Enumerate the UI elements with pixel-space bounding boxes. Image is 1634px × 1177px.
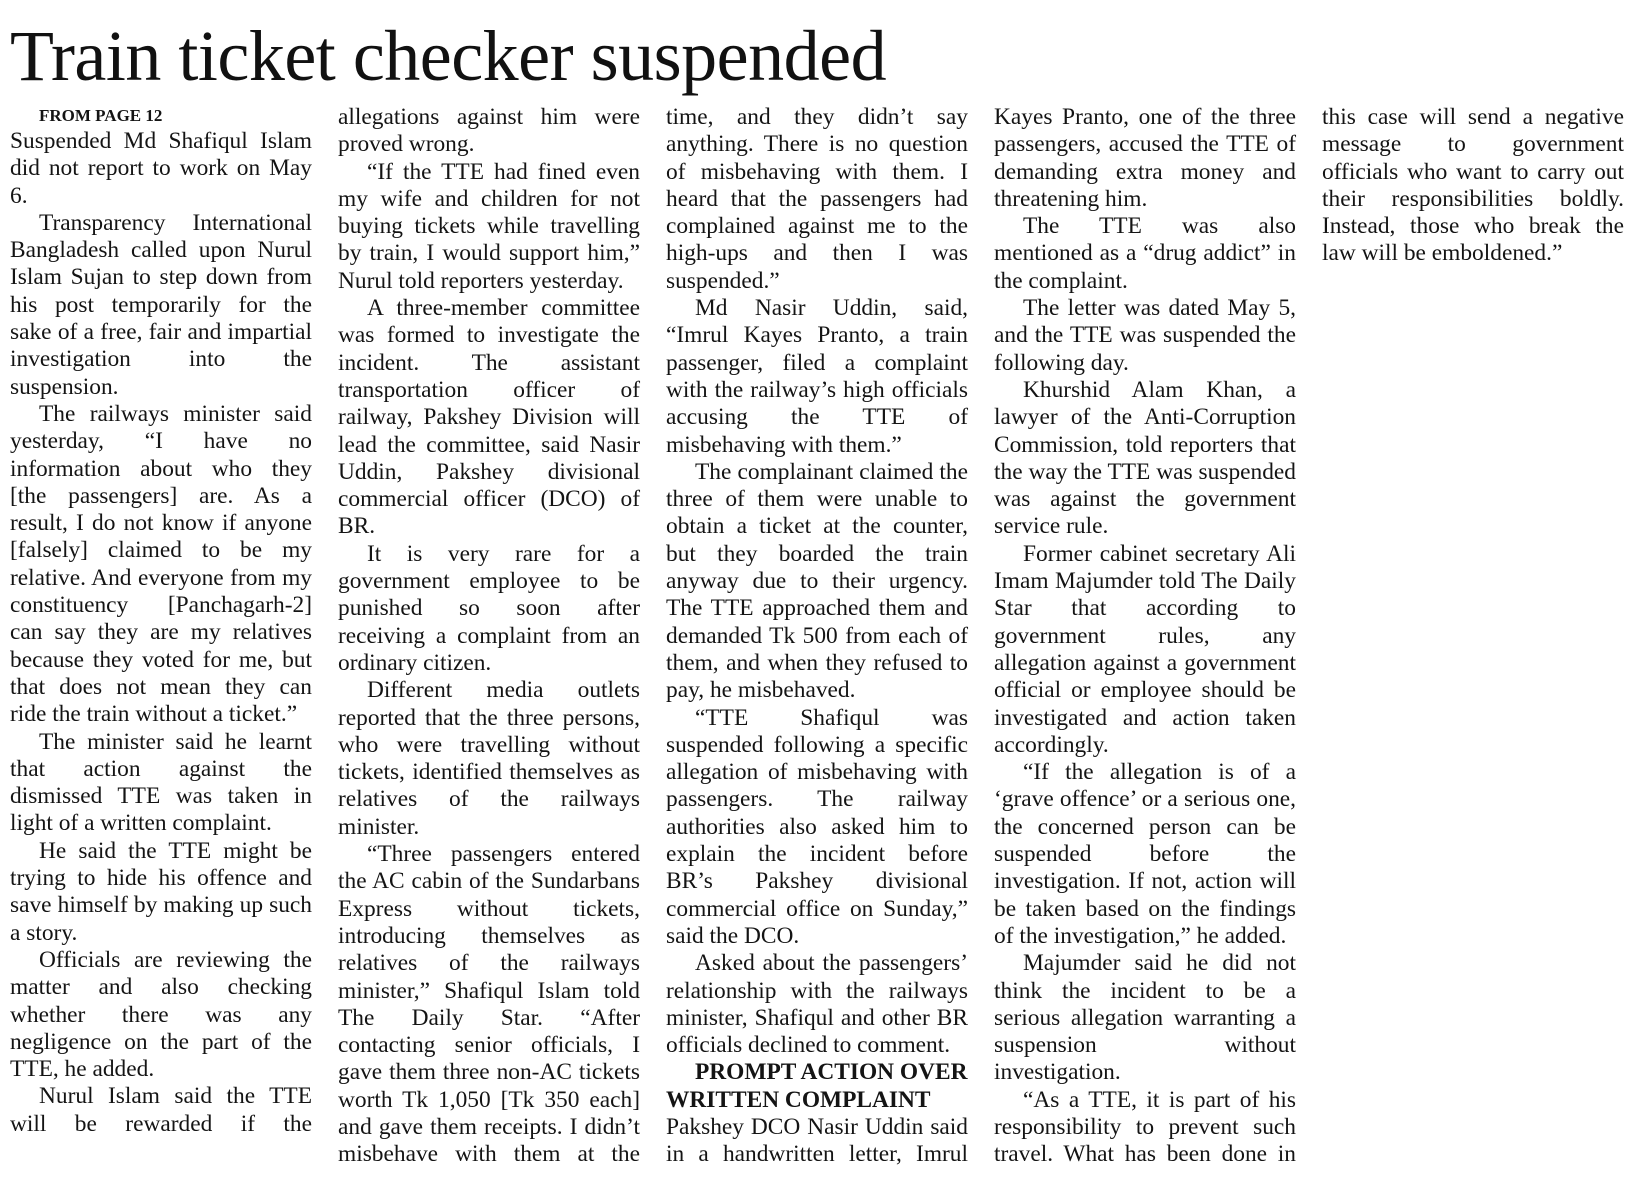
paragraph: The minister said he learnt that action against the dismissed TTE was taken in light of a written complaint. [10,728,312,837]
paragraph: A three-member committee was formed to investigate the incident. The assistant transportation officer of railway, Pakshey Division will lead the committee, said Nasir Uddin, Pakshey divisional commercial officer (DCO) of BR. [338,295,640,540]
paragraph: “TTE Shafiqul was suspended following a specific allegation of misbehaving with passengers. The railway authorities also asked him to explain the incident before BR’s Pakshey divisional commercial office on Sunday,” said the DCO. [666,704,968,949]
paragraph: The complainant claimed the three of them were unable to obtain a ticket at the counter, but they boarded the train anyway due to their urgency. The TTE approached them and demanded Tk 500 from each of them, and when they refused to pay, he misbehaved. [666,458,968,704]
paragraph: Md Nasir Uddin, said, “Imrul Kayes Pranto, a train passenger, filed a complaint with the railway’s high officials accusing the TTE of misbehaving with them.” [666,295,968,458]
paragraph: The railways minister said yesterday, “I have no information about who they [the passengers] are. As a result, I do not know if anyone [falsely] claimed to be my relative. And everyone from my constituency [Panchagarh-2] can say they are my relatives because they voted for me, but that does not mean they can ride the train without a ticket.” [10,400,312,728]
paragraph: “Three passengers entered the AC cabin of the Sundarbans Express without tickets, introducing themselves as relatives of the railways minister,” Shafiqul Islam told The Daily Star. “After contacting senior officials, I gave them three non-AC tickets worth Tk 1,050 [Tk 350 each] and gave them receipts. I didn’t misbehave with them at the time, and they didn’t say anything. There is no question of misbehaving with them. I heard that the passengers had complained against me to the high-ups and then I was suspended.” [338,104,968,1168]
paragraph: Majumder said he did not think the incident to be a serious allegation warranting a suspension without investigation. [994,950,1296,1086]
paragraph: Former cabinet secretary Ali Imam Majumder told The Daily Star that according to government rules, any allegation against a government official or employee should be investigated and action taken accordingly. [994,540,1296,758]
paragraph: The TTE was also mentioned as a “drug addict” in the complaint. [994,213,1296,294]
paragraph: Transparency International Bangladesh called upon Nurul Islam Sujan to step down from his post temporarily for the sake of a free, fair and impartial investigation into the suspension. [10,209,312,400]
paragraph: “If the TTE had fined even my wife and children for not buying tickets while travelling by train, I would support him,” Nurul told reporters yesterday. [338,158,640,294]
kicker: FROM PAGE 12 [39,106,163,125]
paragraph: “If the allegation is of a ‘grave offence’ or a serious one, the concerned person can be suspended before the investigation. If not, action will be taken based on the findings of the investigation,” he added. [994,759,1296,949]
paragraph: He said the TTE might be trying to hide his offence and save himself by making up such a story. [10,837,312,946]
paragraph: Asked about the passengers’ relationship with the railways minister, Shafiqul and other BR officials declined to comment. [666,950,968,1059]
subheading: PROMPT ACTION OVER WRITTEN COMPLAINT [666,1059,968,1113]
paragraph: “As a TTE, it is part of his responsibility to prevent such travel. What has been done in this case will send a negative message to government officials who want to carry out their responsibilities boldly. Instead, those who break the law will be emboldened.” [994,104,1624,1168]
paragraph: Nurul Islam said the TTE will be rewarded if the allegations against him were proved wrong. [10,104,640,1137]
paragraph: The letter was dated May 5, and the TTE was suspended the following day. [994,295,1296,376]
paragraph: Pakshey DCO Nasir Uddin said in a handwritten letter, Imrul Kayes Pranto, one of the three passengers, accused the TTE of demanding extra money and threatening him. [666,104,1296,1168]
paragraph: Suspended Md Shafiqul Islam did not report to work on May 6. [10,128,312,209]
paragraph: Khurshid Alam Khan, a lawyer of the Anti-Corruption Commission, told reporters that the way the TTE was suspended was against the government service rule. [994,376,1296,540]
article-body [10,104,1624,1172]
paragraph: Different media outlets reported that the three persons, who were travelling without tickets, identified themselves as relatives of the railways minister. [338,677,640,840]
headline: Train ticket checker suspended [10,16,887,96]
paragraph: Officials are reviewing the matter and also checking whether there was any negligence on the part of the TTE, he added. [10,946,312,1083]
paragraph: It is very rare for a government employee to be punished so soon after receiving a complaint from an ordinary citizen. [338,540,640,676]
